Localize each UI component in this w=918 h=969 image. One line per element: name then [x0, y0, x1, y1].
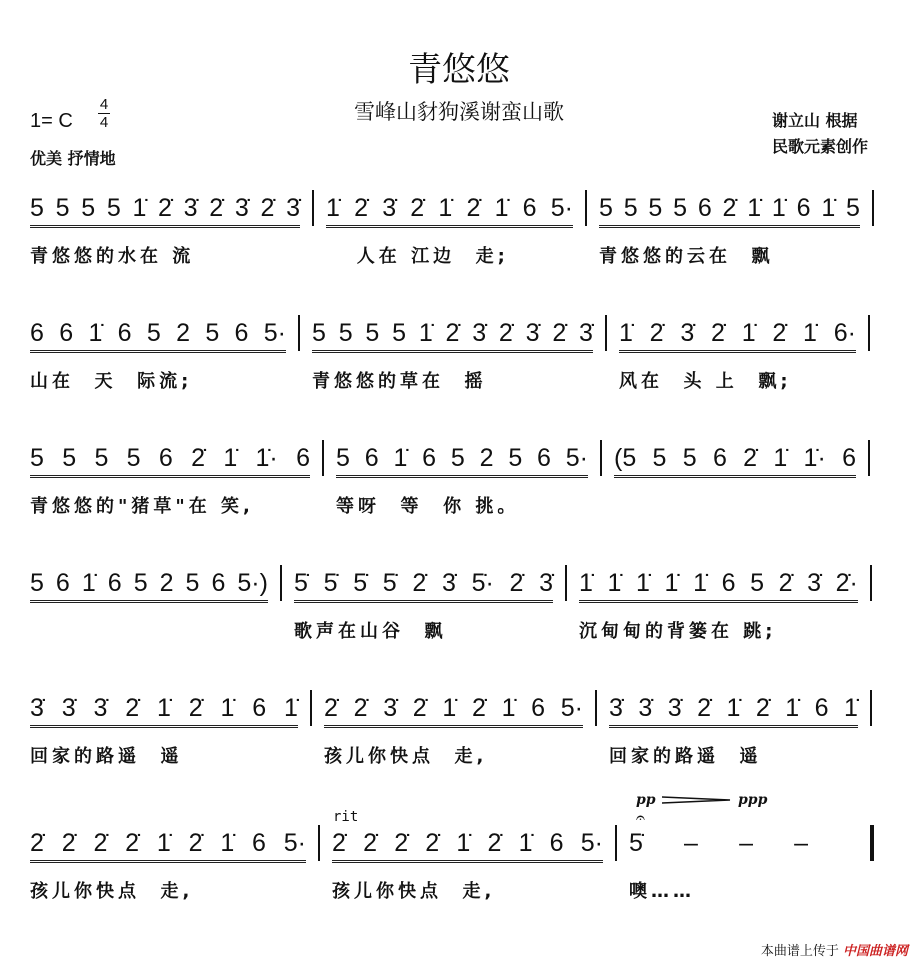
note: 3̇	[382, 194, 397, 222]
time-sig-bottom: 4	[99, 114, 109, 131]
note: 5	[365, 319, 380, 347]
note: 2̇	[188, 694, 203, 722]
note: 1̇	[88, 319, 103, 347]
note: 1̇	[693, 569, 707, 597]
note: 1̇	[747, 194, 762, 222]
note: 5	[450, 444, 465, 472]
note: 2̇·	[835, 569, 858, 597]
note: 2̇	[324, 694, 338, 722]
dynamic-pp: pp	[636, 792, 656, 808]
barline	[600, 440, 602, 476]
tempo-marking: 优美 抒情地	[30, 149, 116, 168]
note: 6	[422, 444, 437, 472]
note: 1̇	[220, 694, 235, 722]
lyrics: 人在 江边 走;	[326, 246, 509, 267]
measure	[294, 561, 553, 661]
barline	[312, 190, 314, 226]
barline	[595, 690, 597, 726]
note: 2	[159, 569, 174, 597]
note: 2̇	[711, 319, 725, 347]
note: (5	[614, 444, 637, 472]
measure	[336, 436, 588, 536]
note: 2	[479, 444, 494, 472]
note: 5·	[580, 829, 603, 857]
rit-marking: rit	[333, 809, 359, 825]
note-row	[629, 829, 858, 860]
note: 1̇	[284, 694, 298, 722]
fermata-icon: 𝄐	[636, 808, 645, 827]
lyrics: 风在 头 上 飘;	[619, 371, 792, 392]
note: 6	[296, 444, 310, 472]
note-row	[326, 194, 573, 228]
note: 2̇	[425, 829, 440, 857]
note: 5	[336, 444, 350, 472]
music-system	[0, 821, 918, 931]
note: 1̇	[132, 194, 147, 222]
note: 6	[158, 444, 173, 472]
note: 5̇	[353, 569, 368, 597]
lyrics: 孩儿你快点 走,	[324, 746, 488, 767]
note: 3̇	[286, 194, 300, 222]
note: 5̇	[382, 569, 397, 597]
note-row	[336, 444, 588, 478]
time-sig-top: 4	[99, 96, 109, 113]
measure	[599, 186, 860, 286]
measure	[30, 821, 306, 921]
note: 3̇	[579, 319, 593, 347]
note: 2̇	[410, 194, 425, 222]
note: 1̇	[418, 319, 433, 347]
note: 2̇	[30, 829, 44, 857]
note: 5·)	[237, 569, 268, 597]
barline	[615, 825, 617, 861]
note: 5	[146, 319, 161, 347]
note: 1̇	[223, 444, 238, 472]
note: 2̇	[412, 569, 427, 597]
note: 3̇	[472, 319, 487, 347]
note: 2̇	[260, 194, 275, 222]
note: 3̇	[441, 569, 456, 597]
note-row	[30, 194, 300, 228]
barline	[868, 315, 870, 351]
note-row	[30, 319, 286, 353]
note: 1̇	[326, 194, 340, 222]
note: 2̇	[188, 829, 203, 857]
note: 1̇	[456, 829, 471, 857]
note: 5	[62, 444, 77, 472]
note: 5	[599, 194, 613, 222]
note: 1̇	[579, 569, 593, 597]
note: 3̇	[383, 694, 398, 722]
note: 2̇	[649, 319, 664, 347]
measure	[30, 436, 310, 536]
lyrics: 噢……	[629, 881, 695, 902]
note: 5	[81, 194, 96, 222]
note: 2̇	[363, 829, 377, 857]
measure	[579, 561, 858, 661]
note: 3̇	[539, 569, 553, 597]
lyrics: 青悠悠的草在 摇	[312, 371, 487, 392]
note: 3̇	[525, 319, 540, 347]
note-row	[30, 694, 298, 728]
note: 6	[842, 444, 856, 472]
barline	[310, 690, 312, 726]
note: 2̇	[191, 444, 205, 472]
note: 1̇	[821, 194, 836, 222]
music-system	[0, 561, 918, 671]
note: 5	[30, 194, 44, 222]
measure	[326, 186, 573, 286]
note: 1̇	[726, 694, 741, 722]
note: 6	[55, 569, 70, 597]
note: –	[794, 829, 808, 857]
lyrics: 青悠悠的"猪草"在 笑,	[30, 496, 254, 517]
note: 5	[55, 194, 70, 222]
barline	[585, 190, 587, 226]
note: 3̇	[680, 319, 695, 347]
note: 3̇	[61, 694, 76, 722]
note: 6	[252, 829, 266, 857]
measure	[609, 686, 858, 786]
note: 5·	[565, 444, 588, 472]
note: 1̇	[803, 319, 817, 347]
note: 5	[682, 444, 697, 472]
note: 1̇	[607, 569, 622, 597]
lyrics: 山在 天 际流;	[30, 371, 193, 392]
time-signature	[98, 97, 110, 130]
note: 2̇	[466, 194, 481, 222]
note: 1̇	[501, 694, 516, 722]
barline	[872, 190, 874, 226]
footer	[761, 940, 908, 959]
lyrics: 孩儿你快点 走,	[30, 881, 194, 902]
note: 2̇	[772, 319, 787, 347]
note: 5̇	[294, 569, 308, 597]
barline	[298, 315, 300, 351]
note: –	[739, 829, 753, 857]
note: 5	[133, 569, 148, 597]
note: 5	[846, 194, 860, 222]
note: 3̇	[30, 694, 44, 722]
composer-line: 谢立山 根据	[771, 111, 858, 130]
note-row	[324, 694, 583, 728]
note: 1̇	[438, 194, 453, 222]
measure	[614, 436, 856, 536]
note: 2̇	[552, 319, 567, 347]
note: 2̇	[445, 319, 460, 347]
note: 1̇	[220, 829, 235, 857]
note: 3̇	[667, 694, 682, 722]
note: 6	[796, 194, 811, 222]
composer-credit	[772, 108, 868, 160]
note: 6	[59, 319, 74, 347]
note: 6	[252, 694, 267, 722]
note: 5	[30, 444, 44, 472]
lyrics: 沉甸甸的背篓在 跳;	[579, 621, 777, 642]
measure	[30, 561, 268, 661]
note: 2̇	[93, 829, 108, 857]
note: 2̇	[125, 694, 140, 722]
note: 1̇	[636, 569, 650, 597]
note-row	[599, 194, 860, 228]
footer-text: 本曲谱上传于	[760, 944, 839, 959]
note: 1̇	[518, 829, 533, 857]
note: 5	[338, 319, 353, 347]
note: 1̇	[156, 829, 171, 857]
note: 5·	[550, 194, 573, 222]
note: 6	[364, 444, 379, 472]
note: 6	[531, 694, 546, 722]
note: 6	[537, 444, 551, 472]
note: 5	[673, 194, 688, 222]
note: 1̇·	[803, 444, 826, 472]
note-row	[30, 829, 306, 863]
note: 2̇	[158, 194, 172, 222]
lyrics: 回家的路遥 遥	[609, 746, 762, 767]
note: 5	[106, 194, 121, 222]
note: 3̇	[638, 694, 653, 722]
measure	[30, 686, 298, 786]
note: 1̇	[785, 694, 800, 722]
note: 2̇	[125, 829, 140, 857]
site-logo: 中国曲谱网	[842, 944, 908, 959]
measure	[30, 311, 286, 411]
note: 6	[211, 569, 226, 597]
note: 5·	[263, 319, 286, 347]
final-barline	[870, 825, 874, 861]
note: 5	[30, 569, 44, 597]
measure	[312, 311, 593, 411]
note: 6	[712, 444, 727, 472]
note: 2̇	[61, 829, 76, 857]
music-system	[0, 311, 918, 421]
note: 1̇	[771, 194, 786, 222]
dynamic-ppp: ppp	[738, 792, 768, 808]
note: 5	[205, 319, 220, 347]
note: 5̇	[323, 569, 338, 597]
note: 5	[312, 319, 326, 347]
lyrics: 等呀 等 你 挑。	[336, 496, 520, 517]
note: 5	[94, 444, 109, 472]
note: 5̇	[629, 829, 643, 857]
note: 1̇	[619, 319, 633, 347]
lyrics: 青悠悠的水在 流	[30, 246, 195, 267]
lyrics: 青悠悠的云在 飘	[599, 246, 774, 267]
note-row	[579, 569, 858, 603]
note: 1̇·	[255, 444, 278, 472]
music-system	[0, 686, 918, 796]
note: 3̇	[609, 694, 623, 722]
measure	[629, 821, 858, 921]
composer-line: 民歌元素创作	[771, 137, 868, 156]
note: 3̇	[234, 194, 249, 222]
note-row	[619, 319, 856, 353]
note: 6	[234, 319, 249, 347]
lyrics: 回家的路遥 遥	[30, 746, 183, 767]
note: 1̇	[741, 319, 756, 347]
note: 2̇	[509, 569, 524, 597]
measure	[324, 686, 583, 786]
note: 5	[185, 569, 200, 597]
note: 5	[126, 444, 141, 472]
note: 3̇	[93, 694, 108, 722]
song-title: 青悠悠	[408, 50, 510, 90]
measure	[619, 311, 856, 411]
note: 5	[750, 569, 764, 597]
barline	[605, 315, 607, 351]
note: 2̇	[354, 194, 368, 222]
note-row	[294, 569, 553, 603]
note: 6	[814, 694, 829, 722]
note-row	[312, 319, 593, 353]
note: 2̇	[778, 569, 793, 597]
measure	[30, 186, 300, 286]
note: 2̇	[487, 829, 502, 857]
barline	[868, 440, 870, 476]
note: 6	[721, 569, 736, 597]
barline	[870, 690, 872, 726]
music-system	[0, 186, 918, 296]
key-signature: 1= C	[30, 110, 73, 132]
note-row	[609, 694, 858, 728]
note: 5̇·	[471, 569, 494, 597]
note: 1̇	[442, 694, 457, 722]
note: 5·	[283, 829, 306, 857]
note: 1̇	[494, 194, 509, 222]
note: 5	[623, 194, 638, 222]
song-subtitle: 雪峰山豺狗溪谢蛮山歌	[354, 100, 564, 124]
note: 6	[549, 829, 564, 857]
note: 5	[648, 194, 663, 222]
note: 2̇	[743, 444, 758, 472]
note: 1̇	[81, 569, 96, 597]
note-row	[332, 829, 603, 863]
note: 6	[522, 194, 537, 222]
note-row	[614, 444, 856, 478]
lyrics: 歌声在山谷 飘	[294, 621, 447, 642]
note: 2	[176, 319, 190, 347]
note: 2̇	[332, 829, 346, 857]
note: 6·	[833, 319, 856, 347]
note: 5	[508, 444, 523, 472]
note: 2̇	[722, 194, 737, 222]
note: 2̇	[697, 694, 712, 722]
note: 1̇	[393, 444, 408, 472]
note: 5·	[560, 694, 583, 722]
note: 2̇	[755, 694, 770, 722]
lyrics: 孩儿你快点 走,	[332, 881, 496, 902]
note: 6	[107, 569, 122, 597]
note: 2̇	[471, 694, 486, 722]
barline	[322, 440, 324, 476]
note: 5	[652, 444, 667, 472]
note: 6	[30, 319, 44, 347]
note: 1̇	[844, 694, 858, 722]
note: 2̇	[209, 194, 224, 222]
note: 2̇	[412, 694, 427, 722]
note: 6	[117, 319, 132, 347]
decrescendo-hairpin	[662, 795, 732, 805]
note-row	[30, 444, 310, 478]
note: –	[684, 829, 698, 857]
note: 2̇	[394, 829, 409, 857]
note: 3̇	[183, 194, 198, 222]
note: 3̇	[807, 569, 822, 597]
note: 1̇	[157, 694, 171, 722]
note: 6	[697, 194, 712, 222]
note-row	[30, 569, 268, 603]
music-system	[0, 436, 918, 546]
barline	[318, 825, 320, 861]
measure	[332, 821, 603, 921]
barline	[870, 565, 872, 601]
note: 1̇	[773, 444, 788, 472]
note: 1̇	[664, 569, 679, 597]
note: 2̇	[353, 694, 368, 722]
note: 5	[392, 319, 407, 347]
note: 2̇	[498, 319, 513, 347]
barline	[565, 565, 567, 601]
barline	[280, 565, 282, 601]
